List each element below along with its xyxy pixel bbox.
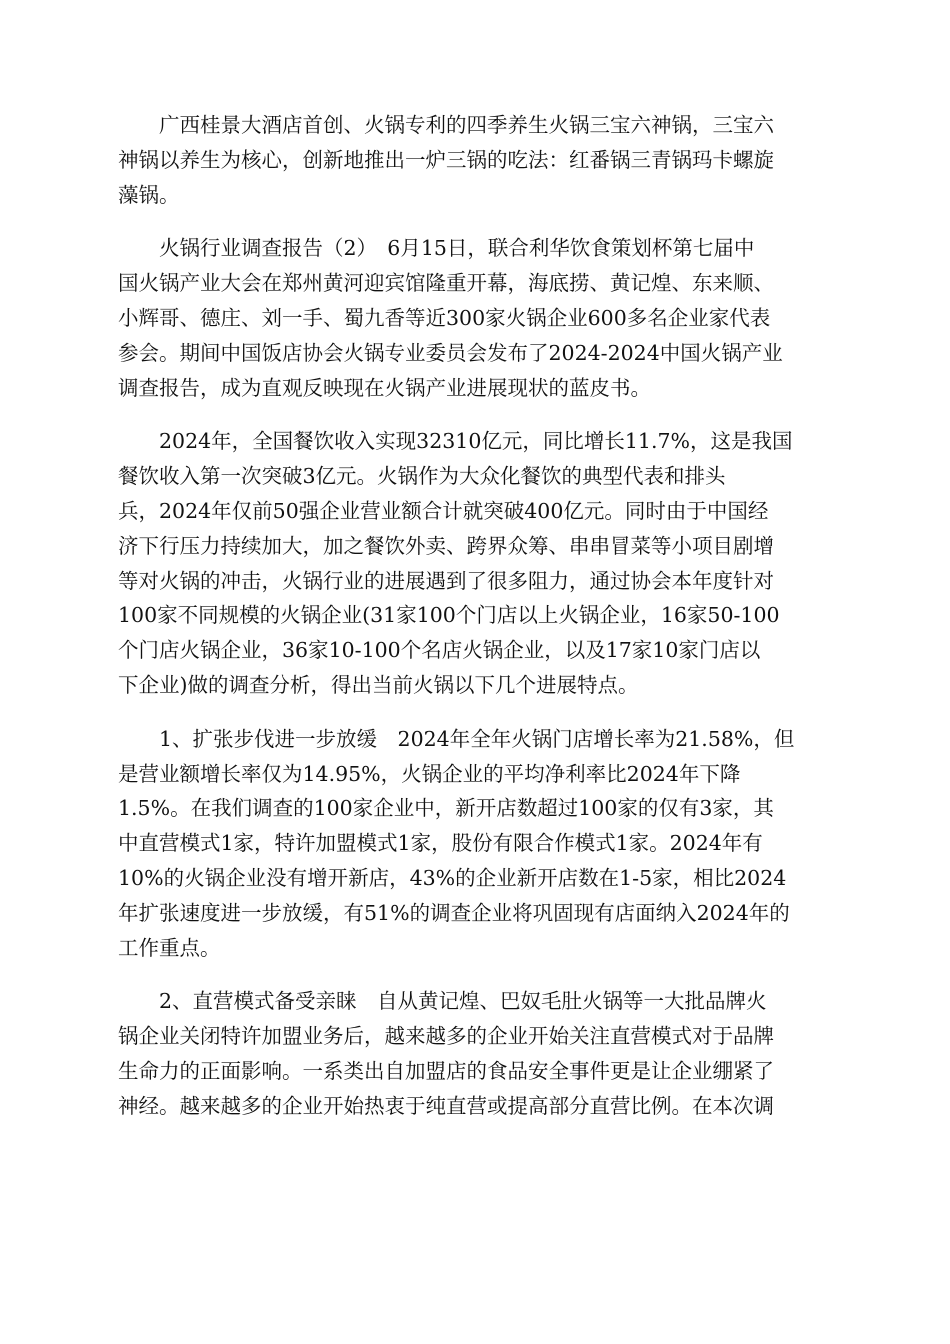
document-page: [118, 108, 830, 1143]
text-line: 1.5%。在我们调查的100家企业中，新开店数超过100家的仅有3家，其: [118, 796, 774, 821]
text-line: 2024年，全国餐饮收入实现32310亿元，同比增长11.7%，这是我国: [118, 429, 793, 454]
paragraph-5: [118, 984, 830, 1123]
text-line: 生命力的正面影响。一系类出自加盟店的食品安全事件更是让企业绷紧了: [118, 1058, 774, 1083]
paragraph-4: [118, 722, 830, 966]
text-line: 小辉哥、德庄、刘一手、蜀九香等近300家火锅企业600多名企业家代表: [118, 305, 771, 330]
text-line: 100家不同规模的火锅企业(31家100个门店以上火锅企业，16家50-100: [118, 603, 780, 628]
text-line: 锅企业关闭特许加盟业务后，越来越多的企业开始关注直营模式对于品牌: [118, 1024, 774, 1049]
text-line: 10%的火锅企业没有增开新店，43%的企业新开店数在1-5家，相比2024: [118, 865, 787, 890]
text-line: 国火锅产业大会在郑州黄河迎宾馆隆重开幕，海底捞、黄记煌、东来顺、: [118, 271, 774, 296]
paragraph-3: [118, 424, 830, 702]
text-line: 参会。期间中国饭店协会火锅专业委员会发布了2024-2024中国火锅产业: [118, 340, 783, 365]
text-line: 兵，2024年仅前50强企业营业额合计就突破400亿元。同时由于中国经: [118, 498, 769, 523]
text-line: 是营业额增长率仅为14.95%，火锅企业的平均净利率比2024年下降: [118, 761, 741, 786]
text-line: 工作重点。: [118, 935, 221, 960]
text-line: 2、直营模式备受亲睐 自从黄记煌、巴奴毛肚火锅等一大批品牌火: [118, 989, 767, 1014]
text-line: 1、扩张步伐进一步放缓 2024年全年火锅门店增长率为21.58%，但: [118, 726, 795, 751]
paragraph-1: [118, 108, 830, 212]
text-line: 神经。越来越多的企业开始热衷于纯直营或提高部分直营比例。在本次调: [118, 1093, 774, 1118]
text-line: 神锅以养生为核心，创新地推出一炉三锅的吃法：红番锅三青锅玛卡螺旋: [118, 147, 774, 172]
text-line: 济下行压力持续加大，加之餐饮外卖、跨界众筹、串串冒菜等小项目剧增: [118, 533, 774, 558]
text-line: 下企业)做的调查分析，得出当前火锅以下几个进展特点。: [118, 672, 639, 697]
text-line: 中直营模式1家，特许加盟模式1家，股份有限合作模式1家。2024年有: [118, 831, 763, 856]
text-line: 火锅行业调查报告（2） 6月15日，联合利华饮食策划杯第七届中: [118, 236, 755, 261]
text-line: 个门店火锅企业，36家10-100个名店火锅企业，以及17家10家门店以: [118, 638, 761, 663]
paragraph-2: [118, 231, 830, 405]
text-line: 餐饮收入第一次突破3亿元。火锅作为大众化餐饮的典型代表和排头: [118, 464, 726, 489]
text-line: 藻锅。: [118, 182, 180, 207]
text-line: 年扩张速度进一步放缓，有51%的调查企业将巩固现有店面纳入2024年的: [118, 900, 790, 925]
text-line: 调查报告，成为直观反映现在火锅产业进展现状的蓝皮书。: [118, 375, 651, 400]
text-line: 广西桂景大酒店首创、火锅专利的四季养生火锅三宝六神锅，三宝六: [118, 113, 774, 137]
text-line: 等对火锅的冲击，火锅行业的进展遇到了很多阻力，通过协会本年度针对: [118, 568, 774, 593]
